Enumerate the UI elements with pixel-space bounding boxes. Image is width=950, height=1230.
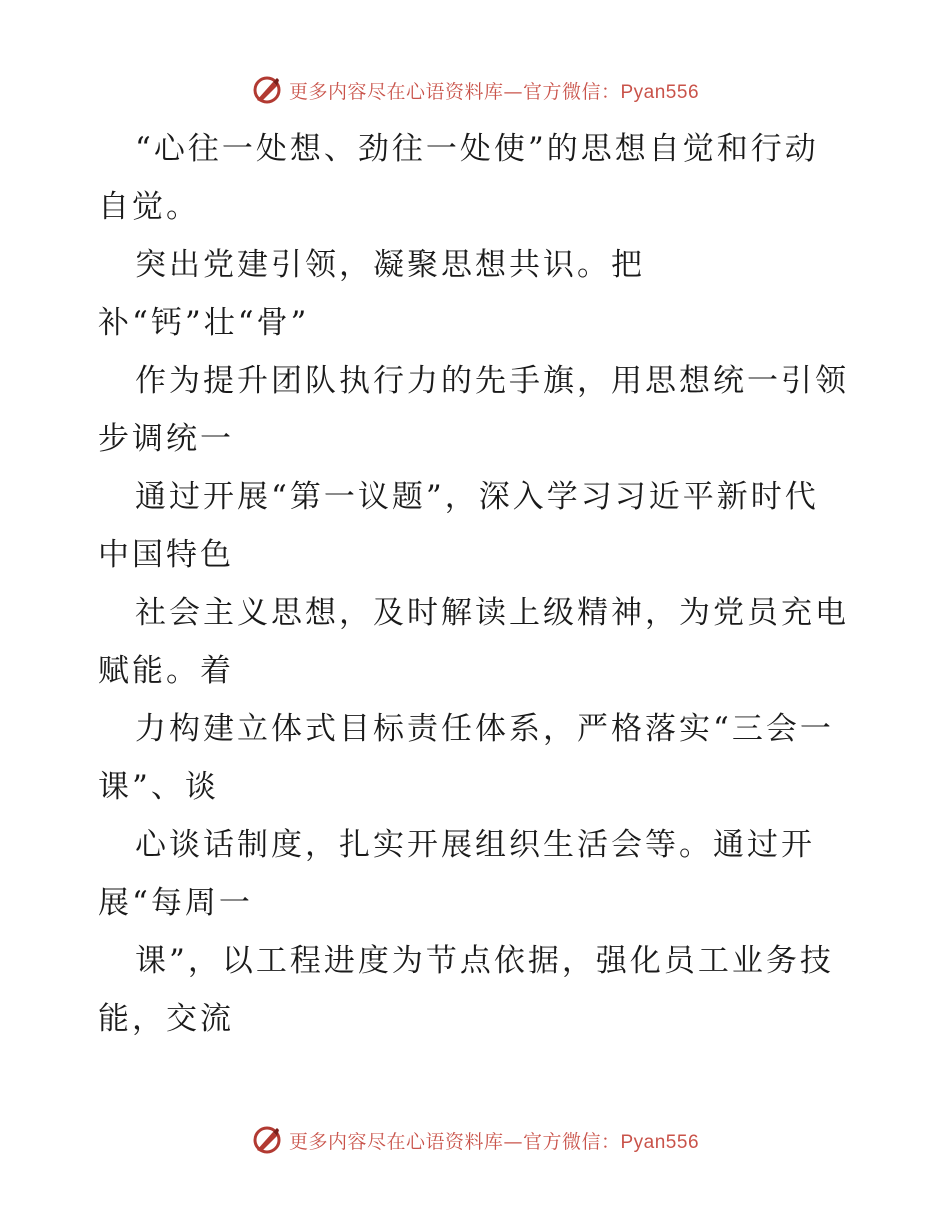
footer-banner-sep: —官方微信： [503,1130,621,1153]
body-line: 心谈话制度，扎实开展组织生活会等。通过开 [135,827,815,863]
body-line: 中国特色 [98,537,234,573]
footer-banner-main: 更多内容尽在心语资料库 [288,1130,504,1153]
pen-logo-icon [251,74,283,106]
body-line: 社会主义思想，及时解读上级精神，为党员充电 [135,595,849,631]
body-line: 自觉。 [98,189,200,225]
header-banner-wechat: Pyan556 [620,81,700,103]
footer-banner-wechat: Pyan556 [620,1131,700,1153]
body-line: 突出党建引领，凝聚思想共识。把 [135,247,645,283]
body-line: 课”、谈 [98,769,219,805]
body-line: “心往一处想、劲往一处使”的思想自觉和行动 [135,131,819,167]
body-line: 展“每周一 [98,885,253,921]
pen-logo-icon [251,1124,283,1156]
header-banner-text [289,77,699,104]
body-line: 补“钙”壮“骨” [98,305,310,341]
header-banner-sep: —官方微信： [503,80,621,103]
footer-banner [0,1120,950,1160]
body-line: 步调统一 [98,421,234,457]
body-line: 赋能。着 [98,653,234,689]
body-line: 通过开展“第一议题”，深入学习习近平新时代 [135,479,819,515]
body-line: 作为提升团队执行力的先手旗，用思想统一引领 [135,363,849,399]
body-line: 力构建立体式目标责任体系，严格落实“三会一 [135,711,834,747]
footer-banner-text [289,1127,699,1154]
body-line: 能，交流 [98,1001,234,1037]
body-line: 课”，以工程进度为节点依据，强化员工业务技 [135,943,834,979]
header-banner-main: 更多内容尽在心语资料库 [288,80,504,103]
document-body [98,120,858,1048]
header-banner [0,70,950,110]
